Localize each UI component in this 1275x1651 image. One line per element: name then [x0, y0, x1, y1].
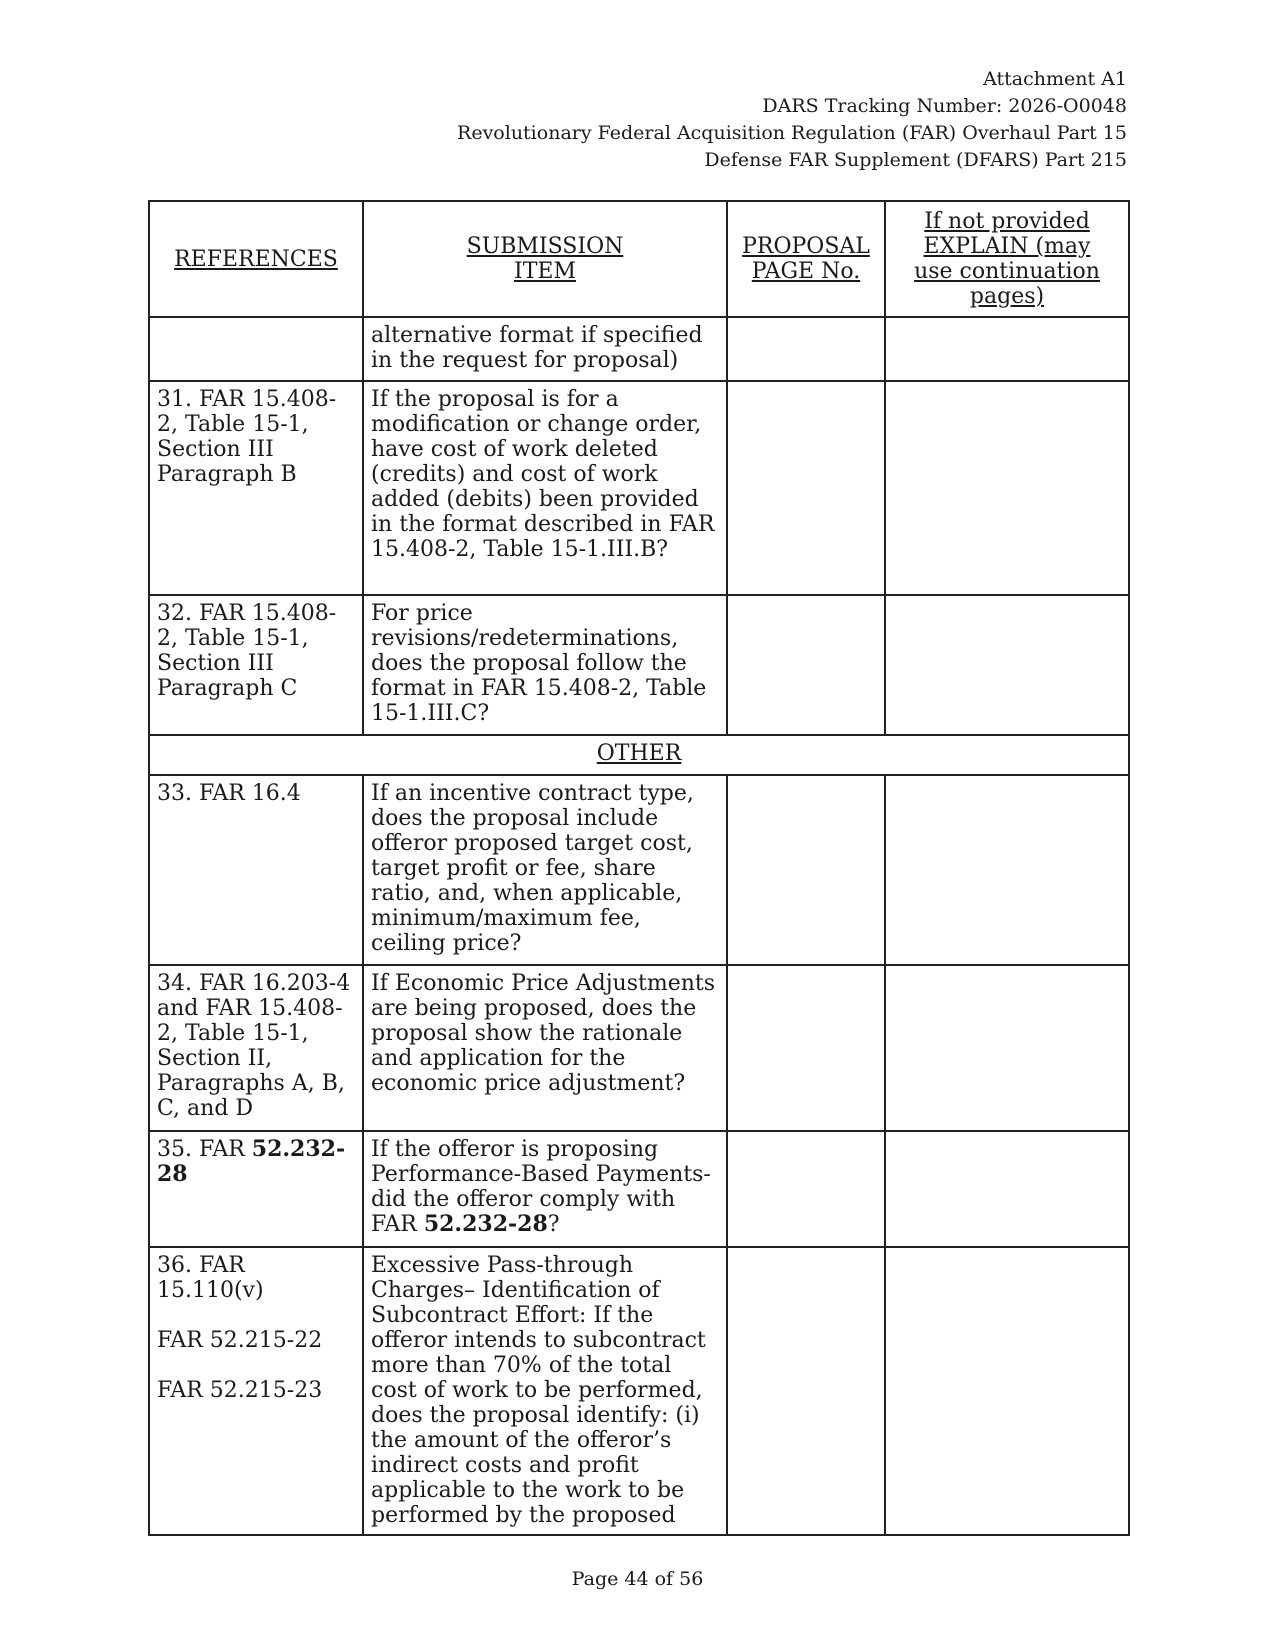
submission-header-line: ITEM	[514, 259, 576, 284]
reference-cell: 33. FAR 16.4	[149, 775, 363, 965]
column-header-submission-item	[363, 201, 727, 317]
reference-cell	[149, 1247, 363, 1535]
reference-cell: 34. FAR 16.203-4 and FAR 15.408-2, Table 15-1, Section II, Paragraphs A, B, C, and D	[149, 965, 363, 1131]
explain-cell	[885, 317, 1129, 381]
table-header-row	[149, 201, 1129, 317]
table-row	[149, 381, 1129, 595]
table-row	[149, 595, 1129, 735]
section-header-row	[149, 735, 1129, 775]
table-row	[149, 965, 1129, 1131]
submission-item-cell	[363, 1131, 727, 1247]
reference-bold-clause: 52.232-28	[157, 1136, 346, 1187]
table-row	[149, 317, 1129, 381]
column-header-explain	[885, 201, 1129, 317]
reference-text: 35. FAR	[157, 1137, 252, 1162]
references-header-text: REFERENCES	[174, 246, 338, 272]
reference-cell: 32. FAR 15.408-2, Table 15-1, Section III Paragraph C	[149, 595, 363, 735]
explain-cell	[885, 595, 1129, 735]
header-tracking-number: DARS Tracking Number: 2026-O0048	[762, 95, 1127, 117]
header-dfars-part: Defense FAR Supplement (DFARS) Part 215	[704, 149, 1127, 171]
reference-cell	[149, 317, 363, 381]
explain-cell	[885, 1131, 1129, 1247]
header-far-part: Revolutionary Federal Acquisition Regulation (FAR) Overhaul Part 15	[457, 122, 1127, 144]
reference-cell	[149, 1131, 363, 1247]
proposal-page-cell	[727, 1247, 885, 1535]
table-row	[149, 775, 1129, 965]
table-row	[149, 1131, 1129, 1247]
submission-item-cell: For price revisions/redeterminations, does the proposal follow the format in FAR 15.408-2, Table 15-1.III.C?	[363, 595, 727, 735]
proposal-header-line: PAGE No.	[751, 259, 861, 284]
submission-header-line: SUBMISSION	[466, 234, 624, 259]
reference-spacer	[157, 1303, 355, 1328]
submission-item-cell: Excessive Pass-through Charges– Identification of Subcontract Effort: If the offeror intends to subcontract more than 70% of the total cost of work to be performed, does the proposal identify: (i) the amount of the offeror’s indirect costs and profit applicable to the work to be performed by the proposed	[363, 1247, 727, 1535]
explain-cell	[885, 965, 1129, 1131]
submission-item-cell: If the proposal is for a modification or change order, have cost of work deleted (credits) and cost of work added (debits) been provided in the format described in FAR 15.408-2, Table 15-1.III.B?	[363, 381, 727, 595]
table-row	[149, 1247, 1129, 1535]
reference-spacer	[157, 1353, 355, 1378]
reference-line: FAR 52.215-23	[157, 1378, 323, 1403]
explain-header-line: EXPLAIN (may	[923, 234, 1091, 259]
proposal-page-cell	[727, 317, 885, 381]
submission-item-cell: If an incentive contract type, does the proposal include offeror proposed target cost, target profit or fee, share ratio, and, when applicable, minimum/maximum fee, ceiling price?	[363, 775, 727, 965]
explain-cell	[885, 381, 1129, 595]
explain-header-line: If not provided	[924, 209, 1090, 234]
proposal-page-cell	[727, 775, 885, 965]
column-header-references	[149, 201, 363, 317]
reference-cell: 31. FAR 15.408-2, Table 15-1, Section III Paragraph B	[149, 381, 363, 595]
reference-line: FAR 52.215-22	[157, 1328, 323, 1353]
item-text-suffix: ?	[547, 1212, 560, 1237]
proposal-page-cell	[727, 965, 885, 1131]
document-header	[457, 66, 1127, 174]
proposal-page-cell	[727, 381, 885, 595]
proposal-page-cell	[727, 1131, 885, 1247]
section-title-other: OTHER	[149, 735, 1129, 775]
page-number: Page 44 of 56	[571, 1568, 704, 1590]
proposal-header-line: PROPOSAL	[742, 234, 870, 259]
explain-cell	[885, 1247, 1129, 1535]
explain-header-line: use continuation	[914, 259, 1100, 284]
item-text: If the offeror is proposing Performance-Based Payments- did the offeror comply with FAR	[371, 1137, 711, 1237]
item-bold-clause: 52.232-28	[423, 1211, 548, 1237]
column-header-proposal-page	[727, 201, 885, 317]
submission-item-cell: alternative format if specified in the request for proposal)	[363, 317, 727, 381]
proposal-page-cell	[727, 595, 885, 735]
reference-line: 36. FAR 15.110(v)	[157, 1253, 264, 1303]
explain-header-line: pages)	[969, 284, 1045, 309]
header-attachment: Attachment A1	[983, 68, 1127, 90]
explain-cell	[885, 775, 1129, 965]
submission-checklist-table	[148, 200, 1130, 1536]
submission-item-cell: If Economic Price Adjustments are being proposed, does the proposal show the rationale and application for the economic price adjustment?	[363, 965, 727, 1131]
